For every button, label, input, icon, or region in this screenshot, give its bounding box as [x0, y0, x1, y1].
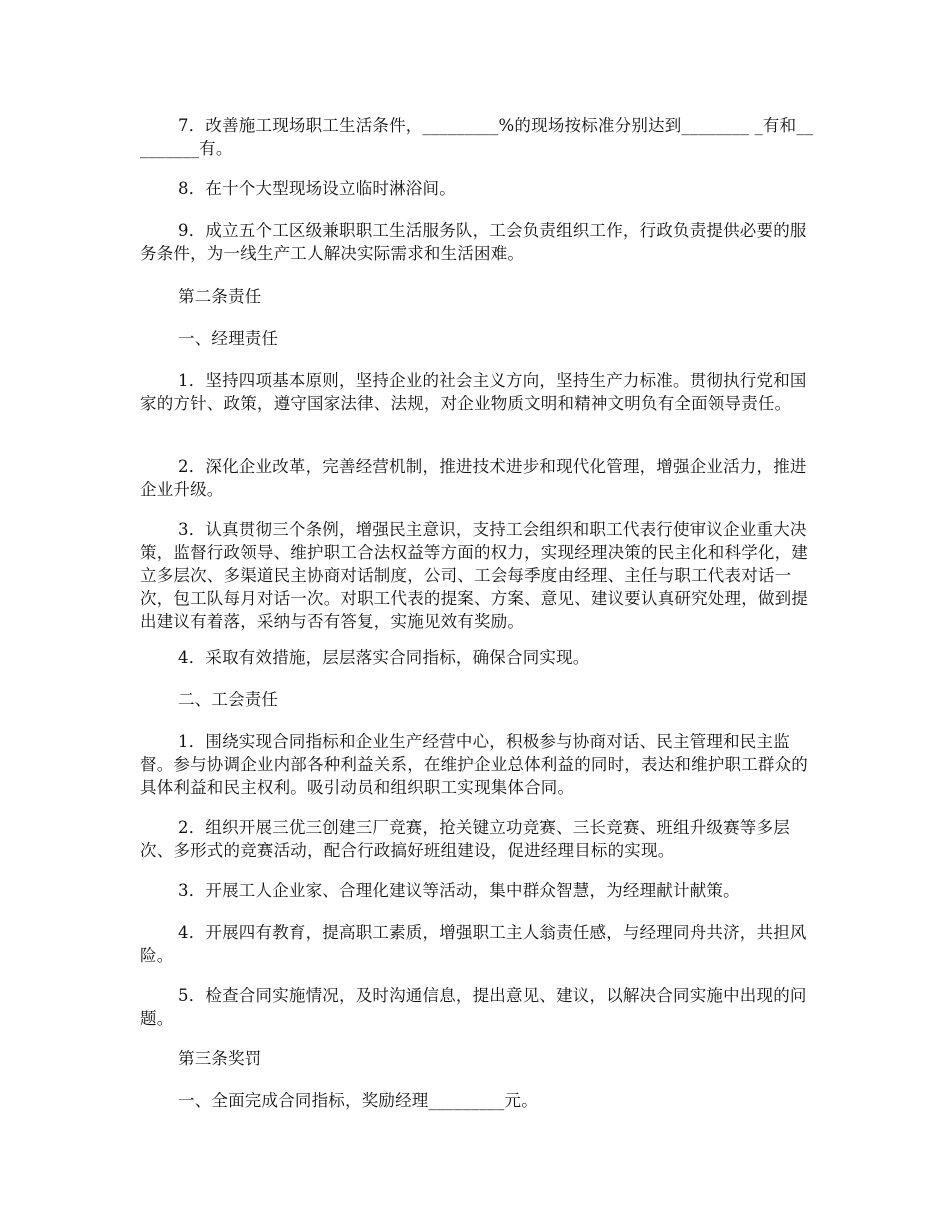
paragraph: 3．开展工人企业家、合理化建议等活动，集中群众智慧，为经理献计献策。 — [178, 881, 740, 900]
paragraph: 4．采取有效措施，层层落实合同指标，确保合同实现。 — [178, 648, 590, 667]
section-heading: 第三条奖罚 — [178, 1049, 262, 1068]
paragraph: 8．在十个大型现场设立临时淋浴间。 — [178, 179, 456, 198]
paragraph: 4．开展四有教育，提高职工素质，增强职工主人翁责任感，与经理同舟共济，共担风险。 — [140, 923, 807, 965]
paragraph: 一、全面完成合同指标，奖励经理_________元。 — [178, 1091, 538, 1110]
paragraph: 2．组织开展三优三创建三厂竞赛，抢关键立功竞赛、三长竞赛、班组升级赛等多层次、多形式的竞赛活动，配合行政搞好班组建设，促进经理目标的实现。 — [140, 818, 790, 860]
section-heading: 第二条责任 — [178, 287, 262, 306]
paragraph: 5．检查合同实施情况，及时沟通信息，提出意见、建议，以解决合同实施中出现的问题。 — [140, 986, 807, 1028]
paragraph: 9．成立五个工区级兼职职工生活服务队，工会负责组织工作，行政负责提供必要的服务条件，为一线生产工人解决实际需求和生活困难。 — [140, 221, 807, 263]
subsection-heading: 二、工会责任 — [178, 690, 279, 709]
paragraph: 2．深化企业改革，完善经营机制，推进技术进步和现代化管理，增强企业活力，推进企业升级。 — [140, 457, 807, 499]
paragraph: 7．改善施工现场职工生活条件，_________%的现场按标准分别达到________ _有和_________有。 — [140, 116, 814, 158]
subsection-heading: 一、经理责任 — [178, 329, 279, 348]
paragraph: 1．围绕实现合同指标和企业生产经营中心，积极参与协商对话、民主管理和民主监督。参与协调企业内部各种利益关系，在维护企业总体利益的同时，表达和维护职工群众的具体利益和民主权利。吸引动员和组织职工实现集体合同。 — [140, 732, 808, 797]
paragraph: 1．坚持四项基本原则，坚持企业的社会主义方向，坚持生产力标准。贯彻执行党和国家的方针、政策，遵守国家法律、法规，对企业物质文明和精神文明负有全面领导责任。 — [140, 371, 807, 413]
paragraph: 3．认真贯彻三个条例，增强民主意识，支持工会组织和职工代表行使审议企业重大决策，监督行政领导、维护职工合法权益等方面的权力，实现经理决策的民主化和科学化，建立多层次、多渠道民主协商对话制度，公司、工会每季度由经理、主任与职工代表对话一次，包工队每月对话一次。对职工代表的提案、方案、意见、建议要认真研究处理，做到提出建议有着落，采纳与否有答复，实施见效有奖励。 — [140, 520, 808, 631]
